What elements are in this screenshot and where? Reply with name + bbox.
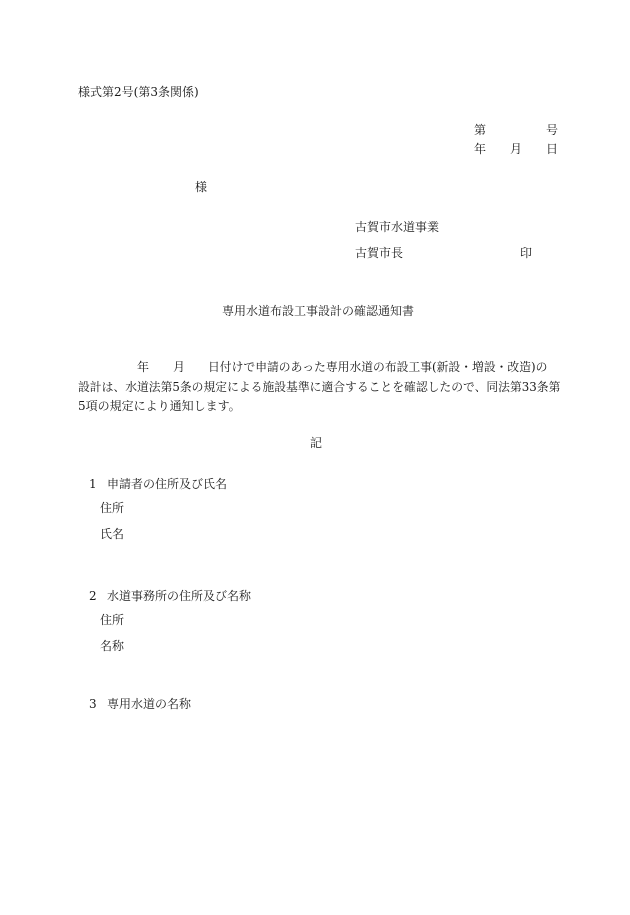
- body-line-2: 設計は、水道法第5条の規定による施設基準に適合することを確認したので、同法第33条第: [78, 380, 561, 394]
- item-1-number: 1: [89, 477, 97, 491]
- body-line-3: 5項の規定により通知します。: [78, 399, 241, 413]
- item-2-field-name: 名称: [100, 639, 125, 653]
- record-mark: 記: [310, 436, 323, 450]
- date-day: 日: [546, 142, 559, 156]
- item-3-heading: 専用水道の名称: [107, 697, 192, 711]
- body-month: 月: [173, 360, 186, 374]
- item-1-heading: 申請者の住所及び氏名: [107, 477, 228, 491]
- body-year: 年: [137, 360, 150, 374]
- item-2-number: 2: [89, 589, 97, 603]
- date-month: 月: [510, 142, 523, 156]
- item-1-field-name: 氏名: [100, 527, 125, 541]
- number-prefix: 第: [474, 123, 487, 137]
- document-title: 専用水道布設工事設計の確認通知書: [222, 304, 415, 318]
- body-line-1: 日付けで申請のあった専用水道の布設工事(新設・増設・改造)の: [208, 360, 548, 374]
- item-3-number: 3: [89, 697, 97, 711]
- issuer-seal: 印: [520, 246, 533, 260]
- date-year: 年: [474, 142, 487, 156]
- item-2-heading: 水道事務所の住所及び名称: [107, 589, 252, 603]
- item-1-field-address: 住所: [100, 501, 125, 515]
- addressee-honorific: 様: [195, 180, 208, 194]
- issuer-title: 古賀市長: [355, 246, 404, 260]
- number-suffix: 号: [546, 123, 559, 137]
- form-label: 様式第2号(第3条関係): [78, 85, 199, 99]
- item-2-field-address: 住所: [100, 613, 125, 627]
- issuer-organization: 古賀市水道事業: [355, 220, 440, 234]
